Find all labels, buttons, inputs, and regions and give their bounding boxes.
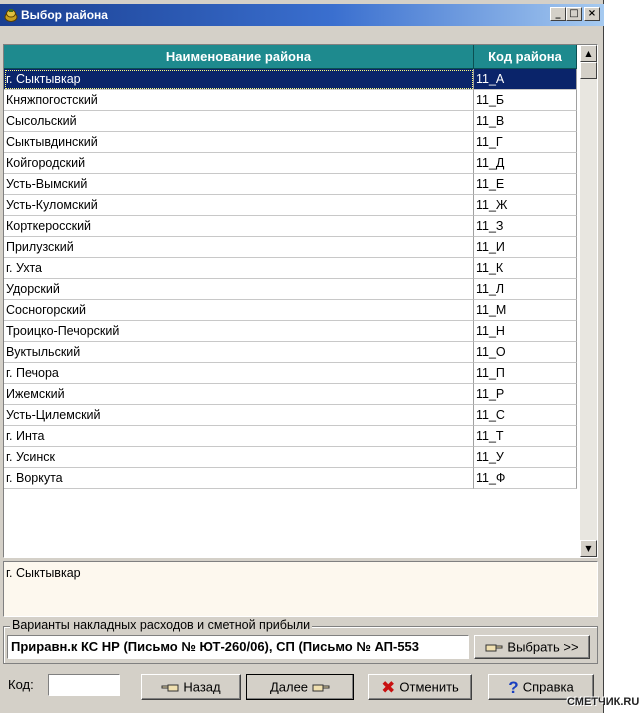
table-row[interactable]: [4, 384, 577, 405]
district-code-cell[interactable]: 11_М: [474, 300, 577, 321]
table-row[interactable]: [4, 174, 577, 195]
table-row[interactable]: [4, 258, 577, 279]
kod-label: Код:: [8, 677, 34, 692]
cancel-button[interactable]: [368, 674, 472, 700]
hand-pointer-icon: [485, 642, 503, 654]
next-button[interactable]: [246, 674, 354, 700]
help-label: Справка: [522, 679, 574, 695]
district-name-cell[interactable]: Усть-Цилемский: [4, 405, 474, 426]
district-code-cell[interactable]: 11_С: [474, 405, 577, 426]
table-row[interactable]: [4, 237, 577, 258]
selected-district-memo[interactable]: г. Сыктывкар: [3, 561, 598, 617]
table-row[interactable]: [4, 279, 577, 300]
title-bar[interactable]: [0, 4, 604, 26]
district-name-cell[interactable]: Усть-Вымский: [4, 174, 474, 195]
table-row[interactable]: [4, 342, 577, 363]
district-code-cell[interactable]: 11_Ж: [474, 195, 577, 216]
scroll-up-icon[interactable]: ▲: [580, 45, 597, 62]
district-name-cell[interactable]: Койгородский: [4, 153, 474, 174]
maximize-button[interactable]: □: [566, 7, 582, 21]
district-code-cell[interactable]: 11_Л: [474, 279, 577, 300]
cancel-x-icon: ✖: [381, 677, 396, 698]
district-code-cell[interactable]: 11_О: [474, 342, 577, 363]
cancel-label: Отменить: [399, 679, 459, 695]
district-name-cell[interactable]: Усть-Куломский: [4, 195, 474, 216]
district-code-cell[interactable]: 11_К: [474, 258, 577, 279]
district-code-cell[interactable]: 11_А: [474, 69, 577, 90]
help-question-icon: ?: [508, 677, 519, 697]
table-row[interactable]: [4, 69, 577, 90]
minimize-button[interactable]: _: [550, 7, 566, 21]
district-code-cell[interactable]: 11_И: [474, 237, 577, 258]
district-name-cell[interactable]: г. Усинск: [4, 447, 474, 468]
table-row[interactable]: [4, 363, 577, 384]
district-name-cell[interactable]: г. Ухта: [4, 258, 474, 279]
table-row[interactable]: [4, 321, 577, 342]
variants-label: Варианты накладных расходов и сметной прибыли: [12, 618, 311, 632]
table-row[interactable]: [4, 405, 577, 426]
district-name-cell[interactable]: г. Инта: [4, 426, 474, 447]
kod-input[interactable]: [48, 674, 120, 696]
district-code-cell[interactable]: 11_Т: [474, 426, 577, 447]
district-name-cell[interactable]: Корткеросский: [4, 216, 474, 237]
scroll-down-icon[interactable]: ▼: [580, 540, 597, 557]
district-name-cell[interactable]: Княжпогостский: [4, 90, 474, 111]
scroll-thumb[interactable]: [580, 62, 597, 79]
select-variant-button[interactable]: [474, 635, 590, 659]
table-row[interactable]: [4, 216, 577, 237]
district-name-cell[interactable]: Вуктыльский: [4, 342, 474, 363]
district-code-cell[interactable]: 11_Г: [474, 132, 577, 153]
table-row[interactable]: [4, 132, 577, 153]
back-button[interactable]: [141, 674, 241, 700]
district-code-cell[interactable]: 11_У: [474, 447, 577, 468]
district-name-cell[interactable]: Удорский: [4, 279, 474, 300]
table-row[interactable]: [4, 300, 577, 321]
district-name-cell[interactable]: Троицко-Печорский: [4, 321, 474, 342]
district-code-cell[interactable]: 11_Ф: [474, 468, 577, 489]
district-code-cell[interactable]: 11_Е: [474, 174, 577, 195]
hand-right-icon: [312, 682, 330, 694]
back-label: Назад: [183, 679, 221, 695]
district-name-cell[interactable]: Прилузский: [4, 237, 474, 258]
district-code-cell[interactable]: 11_Б: [474, 90, 577, 111]
table-row[interactable]: [4, 111, 577, 132]
table-row[interactable]: [4, 468, 577, 489]
app-icon: [3, 7, 19, 23]
next-label: Далее: [269, 679, 309, 695]
district-name-cell[interactable]: Сысольский: [4, 111, 474, 132]
table-row[interactable]: [4, 447, 577, 468]
district-code-cell[interactable]: 11_Р: [474, 384, 577, 405]
close-button[interactable]: ×: [584, 7, 600, 21]
window-title: Выбор района: [21, 8, 108, 22]
district-code-cell[interactable]: 11_П: [474, 363, 577, 384]
district-name-cell[interactable]: Сыктывдинский: [4, 132, 474, 153]
district-code-cell[interactable]: 11_З: [474, 216, 577, 237]
district-name-cell[interactable]: Ижемский: [4, 384, 474, 405]
table-row[interactable]: [4, 90, 577, 111]
watermark: СМЕТЧИК.RU: [567, 696, 640, 708]
district-name-cell[interactable]: г. Печора: [4, 363, 474, 384]
hand-left-icon: [161, 682, 179, 694]
district-name-cell[interactable]: г. Воркута: [4, 468, 474, 489]
grid-header: [4, 45, 577, 69]
district-grid[interactable]: [3, 44, 598, 558]
table-row[interactable]: [4, 153, 577, 174]
grid-rows: [4, 69, 577, 489]
district-code-cell[interactable]: 11_В: [474, 111, 577, 132]
column-header-name[interactable]: Наименование района: [4, 45, 474, 69]
variant-field[interactable]: Приравн.к КС НР (Письмо № ЮТ-260/06), СП (Письмо № АП-553: [7, 635, 469, 659]
select-variant-label: Выбрать >>: [507, 639, 579, 655]
district-code-cell[interactable]: 11_Н: [474, 321, 577, 342]
grid-vertical-scrollbar[interactable]: [580, 45, 597, 557]
variants-groupbox: [3, 618, 598, 664]
table-row[interactable]: [4, 426, 577, 447]
column-header-code[interactable]: Код района: [474, 45, 577, 69]
district-name-cell[interactable]: Сосногорский: [4, 300, 474, 321]
table-row[interactable]: [4, 195, 577, 216]
district-code-cell[interactable]: 11_Д: [474, 153, 577, 174]
district-name-cell[interactable]: г. Сыктывкар: [4, 69, 474, 90]
